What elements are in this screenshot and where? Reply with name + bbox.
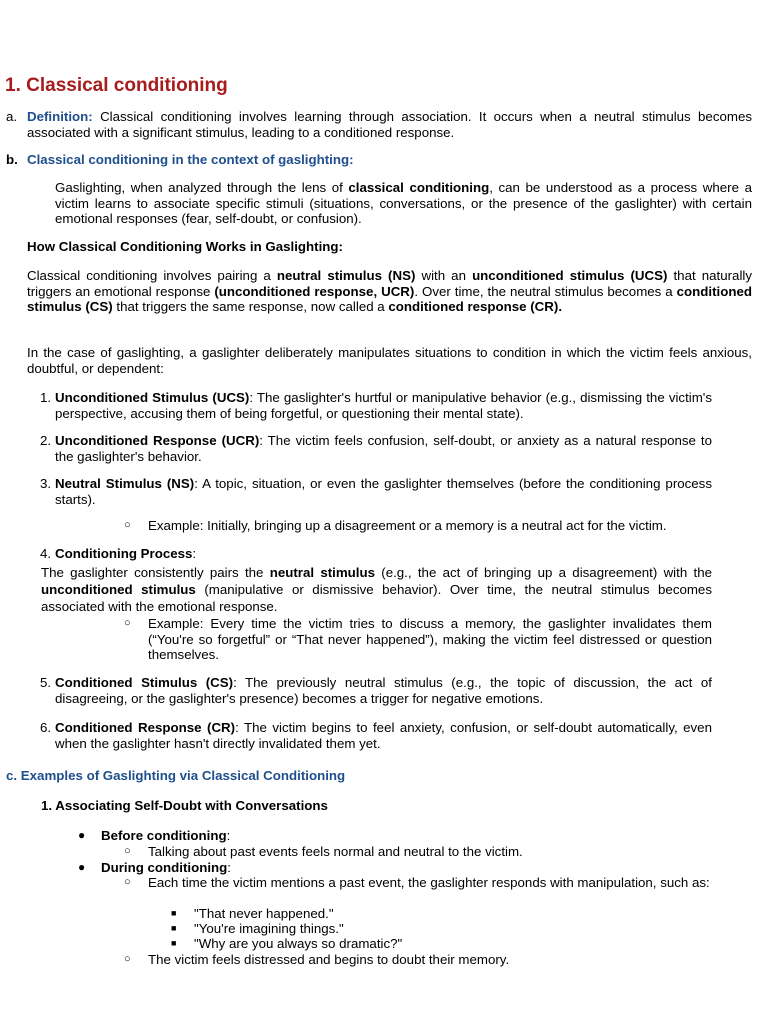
item-term-2: Unconditioned Response (UCR) xyxy=(55,433,260,448)
section-heading: 1. Classical conditioning xyxy=(5,75,228,96)
item-number-2: 2. xyxy=(40,433,52,448)
item-number-4: 4. xyxy=(40,546,52,561)
pairing-paragraph xyxy=(27,268,752,315)
item-text-5: : The previously neutral stimulus (e.g., the topic of discussion, the act of disagreeing, or the gaslighter's presence) becomes a trigger for negative emotions. xyxy=(55,675,712,706)
item-text-2: : The victim feels confusion, self-doubt, or anxiety as a natural response to the gaslighter's behavior. xyxy=(55,433,712,464)
after-conditioning-item: The victim feels distressed and begins to doubt their memory. xyxy=(148,952,510,967)
bullet-icon: ● xyxy=(78,860,86,874)
example-ns: Example: Initially, bringing up a disagreement or a memory is a neutral act for the victim. xyxy=(148,518,667,533)
circle-bullet-icon: ○ xyxy=(124,617,131,629)
circle-bullet-icon: ○ xyxy=(124,876,131,888)
before-label-bold: Before conditioning xyxy=(101,828,227,843)
quote-item: "That never happened." xyxy=(194,906,334,921)
item-text-6: : The victim begins to feel anxiety, confusion, or self-doubt automatically, even when the gaslighter hasn't directly invalidated them yet. xyxy=(55,720,712,751)
before-conditioning-label xyxy=(101,828,701,844)
p1-text-g: . Over time, the neutral stimulus becomes a xyxy=(414,283,677,299)
process-bold-1: neutral stimulus xyxy=(269,565,375,580)
item-number-3: 3. xyxy=(40,476,52,491)
process-text-1: The gaslighter consistently pairs the xyxy=(41,565,270,580)
intro-bold: classical conditioning xyxy=(348,180,490,195)
list-item-ns xyxy=(55,476,712,507)
example-1-title: 1. Associating Self-Doubt with Conversations xyxy=(41,798,328,813)
p1-bold-h: conditioned stimulus (CS) xyxy=(27,283,752,315)
item-term-1: Unconditioned Stimulus (UCS) xyxy=(55,390,250,405)
intro-text-1: Gaslighting, when analyzed through the lens of xyxy=(55,180,349,195)
before-colon: : xyxy=(226,828,231,843)
conditioning-process-body xyxy=(41,564,712,615)
item-text-4: : xyxy=(192,546,197,561)
subsection-title-c: c. Examples of Gaslighting via Classical Conditioning xyxy=(6,768,346,783)
item-term-3: Neutral Stimulus (NS) xyxy=(55,476,195,491)
p1-text-e: that naturally triggers an emotional response xyxy=(27,268,752,299)
bullet-icon: ● xyxy=(78,828,86,842)
p1-text-c: with an xyxy=(415,268,473,283)
intro-text-2: , can be understood as a process where a victim learns to associate specific stimuli (situations, conversations, or the presence of the gaslighter) with certain emotional responses (fear, self-doubt, or confusion). xyxy=(55,180,752,227)
list-item-cr xyxy=(55,720,712,751)
list-item-ucr xyxy=(55,433,712,464)
quote-item: "Why are you always so dramatic?" xyxy=(194,936,403,951)
list-item-cs xyxy=(55,675,712,706)
item-number-6: 6. xyxy=(40,720,52,735)
p1-bold-j: conditioned response (CR). xyxy=(388,299,563,315)
process-text-3: (manipulative or dismissive behavior). Over time, the neutral stimulus becomes associated with the emotional response. xyxy=(41,582,712,614)
definition-title: Definition: xyxy=(27,109,93,124)
item-term-4: Conditioning Process xyxy=(55,546,193,561)
item-number-1: 1. xyxy=(40,390,52,405)
process-bold-2: unconditioned stimulus xyxy=(41,582,196,597)
item-text-1: : The gaslighter's hurtful or manipulative behavior (e.g., dismissing the victim's perspective, accusing them of being forgetful, or questioning their mental state). xyxy=(55,390,712,421)
item-term-6: Conditioned Response (CR) xyxy=(55,720,236,735)
definition-paragraph xyxy=(27,109,752,140)
square-bullet-icon: ■ xyxy=(171,908,177,918)
p1-bold-f: (unconditioned response, UCR) xyxy=(214,283,415,299)
circle-bullet-icon: ○ xyxy=(124,519,131,531)
process-text-2: (e.g., the act of bringing up a disagreement) with the xyxy=(375,565,712,580)
item-term-5: Conditioned Stimulus (CS) xyxy=(55,675,234,690)
square-bullet-icon: ■ xyxy=(171,938,177,948)
list-item-conditioning-process xyxy=(55,546,712,562)
before-conditioning-item: Talking about past events feels normal and neutral to the victim. xyxy=(148,844,523,859)
gaslighting-intro-paragraph xyxy=(55,180,752,227)
p1-bold-d: unconditioned stimulus (UCS) xyxy=(472,268,668,283)
list-label-a: a. xyxy=(6,109,18,124)
p1-text-i: that triggers the same response, now called a xyxy=(112,299,389,315)
during-conditioning-item: Each time the victim mentions a past event, the gaslighter responds with manipulation, such as: xyxy=(148,875,710,890)
list-label-b: b. xyxy=(6,152,18,167)
definition-text: Classical conditioning involves learning through association. It occurs when a neutral stimulus becomes associated with a significant stimulus, leading to a conditioned response. xyxy=(27,109,752,140)
list-item-ucs xyxy=(55,390,712,421)
p1-bold-b: neutral stimulus (NS) xyxy=(276,268,416,283)
example-process: Example: Every time the victim tries to discuss a memory, the gaslighter invalidates them (“You're so forgetful” or “That never happened”), making the victim feel distressed or question themselves. xyxy=(148,616,712,663)
during-label-bold: During conditioning xyxy=(101,860,228,875)
circle-bullet-icon: ○ xyxy=(124,953,131,965)
p1-text-a: Classical conditioning involves pairing a xyxy=(27,268,277,283)
square-bullet-icon: ■ xyxy=(171,923,177,933)
item-text-3: : A topic, situation, or even the gaslighter themselves (before the conditioning process starts). xyxy=(55,476,712,507)
circle-bullet-icon: ○ xyxy=(124,845,131,857)
during-conditioning-label xyxy=(101,860,701,876)
subsection-title-b: Classical conditioning in the context of gaslighting: xyxy=(27,152,354,167)
during-colon: : xyxy=(227,860,231,875)
item-number-5: 5. xyxy=(40,675,52,690)
manipulation-paragraph: In the case of gaslighting, a gaslighter deliberately manipulates situations to condition in which the victim feels anxious, doubtful, or dependent: xyxy=(27,345,752,376)
how-it-works-title: How Classical Conditioning Works in Gaslighting: xyxy=(27,239,343,254)
quote-item: "You're imagining things." xyxy=(194,921,344,936)
